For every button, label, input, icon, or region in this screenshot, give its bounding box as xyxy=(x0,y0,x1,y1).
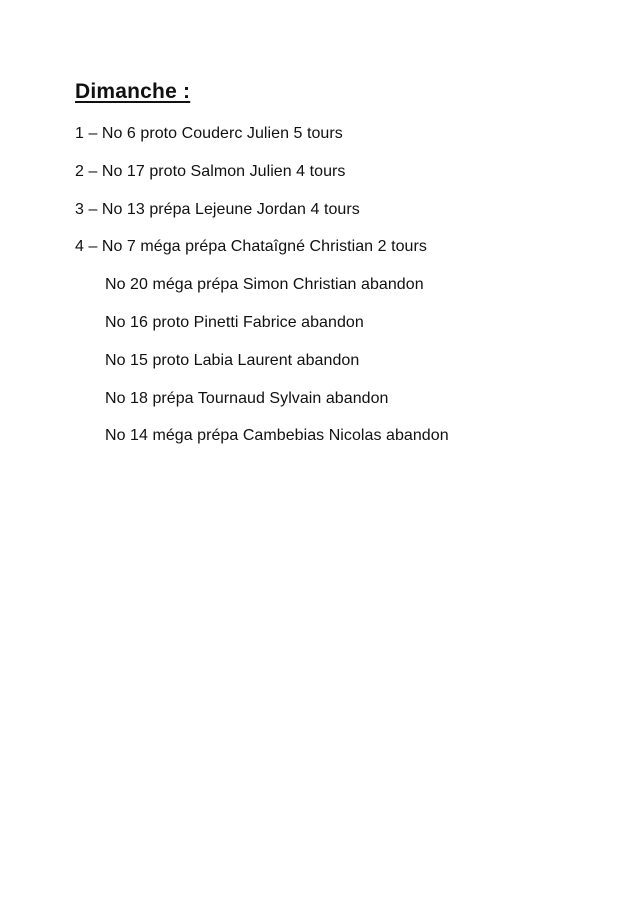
result-line-4: 4 – No 7 méga prépa Chataîgné Christian 2 tours xyxy=(75,238,427,256)
results-list xyxy=(75,124,449,464)
result-line-2: 2 – No 17 proto Salmon Julien 4 tours xyxy=(75,162,346,180)
page-heading: Dimanche : xyxy=(75,80,191,103)
abandon-line-5: No 14 méga prépa Cambebias Nicolas abandon xyxy=(105,427,449,445)
abandon-line-1: No 20 méga prépa Simon Christian abandon xyxy=(105,276,424,294)
abandon-line-4: No 18 prépa Tournaud Sylvain abandon xyxy=(105,389,389,407)
abandon-line-3: No 15 proto Labia Laurent abandon xyxy=(105,351,360,369)
result-line-3: 3 – No 13 prépa Lejeune Jordan 4 tours xyxy=(75,200,360,218)
result-line-1: 1 – No 6 proto Couderc Julien 5 tours xyxy=(75,125,343,142)
abandon-line-2: No 16 proto Pinetti Fabrice abandon xyxy=(105,313,364,331)
